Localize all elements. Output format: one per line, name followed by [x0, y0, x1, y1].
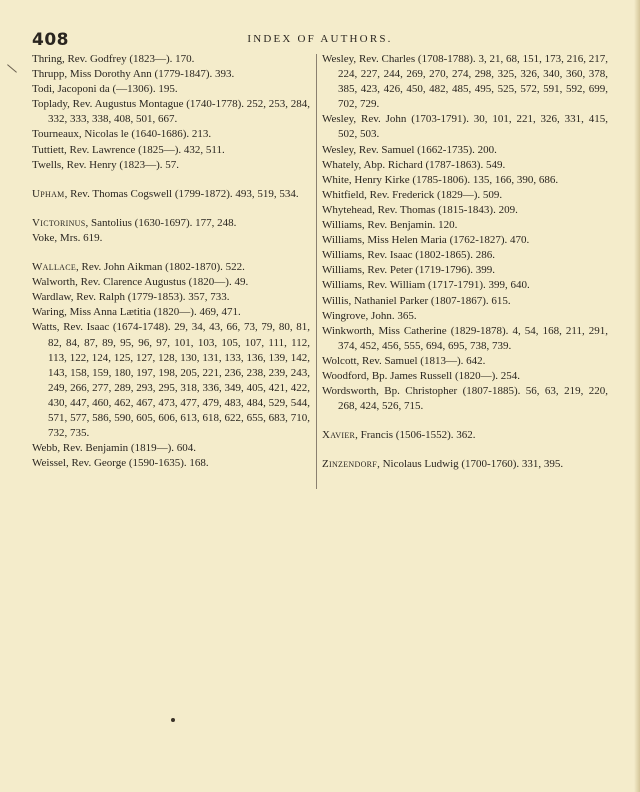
entry-text: Tuttiett, Rev. Lawrence (1825—). 432, 511. [32, 143, 225, 156]
ink-speck [171, 718, 175, 722]
author-entry [32, 52, 310, 67]
left-column [32, 52, 310, 471]
right-column [322, 52, 608, 472]
entry-text: Todi, Jacoponi da (—1306). 195. [32, 83, 178, 96]
author-entry [32, 441, 310, 456]
entry-text: , Rev. John Aikman (1802-1870). 522. [76, 261, 245, 274]
section-gap [32, 202, 310, 216]
author-entry [322, 428, 608, 443]
entry-text: Toplady, Rev. Augustus Montague (1740-1778). 252, 253, 284, 332, 333, 338, 408, 501, 667. [32, 98, 310, 126]
author-entry [32, 320, 310, 441]
author-entry [322, 384, 608, 414]
author-entry [322, 294, 608, 309]
section-gap [32, 173, 310, 187]
entry-text: Wesley, Rev. Charles (1708-1788). 3, 21, 68, 151, 173, 216, 217, 224, 227, 244, 269, 270, 274, 298, 325, 326, 340, 360, 378, 385, 423, 426, 450, 482, 485, 495, 525, 572, 591, 592, 699, 702, 729. [322, 53, 608, 111]
page-number: 408 [32, 30, 69, 50]
entry-text: Williams, Miss Helen Maria (1762-1827). 470. [322, 234, 530, 247]
entry-text: , Santolius (1630-1697). 177, 248. [85, 216, 237, 229]
entry-text: Wesley, Rev. John (1703-1791). 30, 101, 221, 326, 331, 415, 502, 503. [322, 113, 608, 141]
author-entry [322, 233, 608, 248]
entry-text: Williams, Rev. Benjamin. 120. [322, 219, 458, 232]
author-entry [322, 143, 608, 158]
entry-text: Voke, Mrs. 619. [32, 231, 103, 244]
entry-text: Winkworth, Miss Catherine (1829-1878). 4, 54, 168, 211, 291, 374, 452, 456, 555, 694, 695, 738, 739. [322, 324, 608, 352]
author-entry [322, 112, 608, 142]
section-initial-author: Zinzendorf [322, 458, 378, 471]
author-entry [322, 158, 608, 173]
entry-text: Wordsworth, Bp. Christopher (1807-1885). 56, 63, 219, 220, 268, 424, 526, 715. [322, 385, 608, 413]
author-entry [322, 278, 608, 293]
page-header [32, 30, 608, 50]
section-initial-author: Upham [32, 187, 65, 200]
section-gap [322, 414, 608, 428]
author-entry [32, 305, 310, 320]
author-entry [32, 67, 310, 82]
section-initial-author: Wallace [32, 261, 77, 274]
entry-text: Tourneaux, Nicolas le (1640-1686). 213. [32, 128, 212, 141]
running-title: INDEX OF AUTHORS. [247, 33, 393, 45]
entry-text: Wesley, Rev. Samuel (1662-1735). 200. [322, 143, 497, 156]
author-entry [322, 309, 608, 324]
entry-text: , Nicolaus Ludwig (1700-1760). 331, 395. [377, 458, 564, 471]
margin-pencil-mark [7, 64, 17, 72]
author-entry [32, 143, 310, 158]
author-entry [322, 263, 608, 278]
author-entry [322, 324, 608, 354]
entry-text: Wingrove, John. 365. [322, 309, 417, 322]
section-gap [32, 246, 310, 260]
author-entry [322, 52, 608, 112]
entry-text: Willis, Nathaniel Parker (1807-1867). 615. [322, 294, 511, 307]
entry-text: , Francis (1506-1552). 362. [355, 429, 476, 442]
author-entry [322, 218, 608, 233]
author-entry [32, 82, 310, 97]
author-entry [322, 203, 608, 218]
entry-text: Watts, Rev. Isaac (1674-1748). 29, 34, 43, 66, 73, 79, 80, 81, 82, 84, 87, 89, 95, 96, 97, 101, 103, 105, 107, 111, 112, 113, 122, 124, 125, 127, 128, 130, 131, 133, 136, 139, 142, 143, 158, 159, 180, 197, 198, 205, 221, 236, 238, 239, 243, 249, 266, 277, 289, 293, 295, 318, 336, 349, 405, 421, 422, 430, 447, 460, 462, 467, 473, 477, 479, 483, 484, 529, 544, 571, 577, 586, 590, 605, 606, 613, 618, 622, 655, 683, 710, 732, 735. [32, 321, 310, 440]
entry-text: Webb, Rev. Benjamin (1819—). 604. [32, 442, 196, 455]
section-gap [322, 443, 608, 457]
page-edge-shadow [634, 0, 640, 792]
author-entry [32, 275, 310, 290]
entry-text: Williams, Rev. Isaac (1802-1865). 286. [322, 249, 495, 262]
author-entry [32, 290, 310, 305]
author-entry [32, 187, 310, 202]
section-initial-author: Victorinus [32, 216, 86, 229]
entry-text: Woodford, Bp. James Russell (1820—). 254. [322, 369, 521, 382]
author-entry [32, 260, 310, 275]
entry-text: Waring, Miss Anna Lætitia (1820—). 469, 471. [32, 306, 241, 319]
entry-text: Thrupp, Miss Dorothy Ann (1779-1847). 393. [32, 68, 235, 81]
entry-text: Whately, Abp. Richard (1787-1863). 549. [322, 158, 506, 171]
author-entry [322, 248, 608, 263]
author-entry [32, 97, 310, 127]
author-entry [322, 173, 608, 188]
author-entry [32, 158, 310, 173]
entry-text: Twells, Rev. Henry (1823—). 57. [32, 158, 179, 171]
author-entry [322, 354, 608, 369]
entry-text: White, Henry Kirke (1785-1806). 135, 166, 390, 686. [322, 173, 559, 186]
entry-text: Williams, Rev. William (1717-1791). 399, 640. [322, 279, 530, 292]
author-entry [322, 369, 608, 384]
author-entry [32, 456, 310, 471]
author-entry [322, 188, 608, 203]
author-entry [322, 457, 608, 472]
entry-text: Weissel, Rev. George (1590-1635). 168. [32, 457, 209, 470]
entry-text: Thring, Rev. Godfrey (1823—). 170. [32, 53, 195, 65]
entry-text: Walworth, Rev. Clarence Augustus (1820—). 49. [32, 276, 249, 289]
entry-text: Whitfield, Rev. Frederick (1829—). 509. [322, 188, 503, 201]
author-entry [32, 216, 310, 231]
column-divider [316, 54, 317, 489]
author-entry [32, 127, 310, 142]
author-entry [32, 231, 310, 246]
entry-text: , Rev. Thomas Cogswell (1799-1872). 493, 519, 534. [64, 187, 299, 200]
entry-text: Williams, Rev. Peter (1719-1796). 399. [322, 264, 495, 277]
section-initial-author: Xavier [322, 429, 356, 442]
entry-text: Wolcott, Rev. Samuel (1813—). 642. [322, 354, 486, 367]
entry-text: Whytehead, Rev. Thomas (1815-1843). 209. [322, 203, 518, 216]
entry-text: Wardlaw, Rev. Ralph (1779-1853). 357, 733. [32, 291, 230, 304]
